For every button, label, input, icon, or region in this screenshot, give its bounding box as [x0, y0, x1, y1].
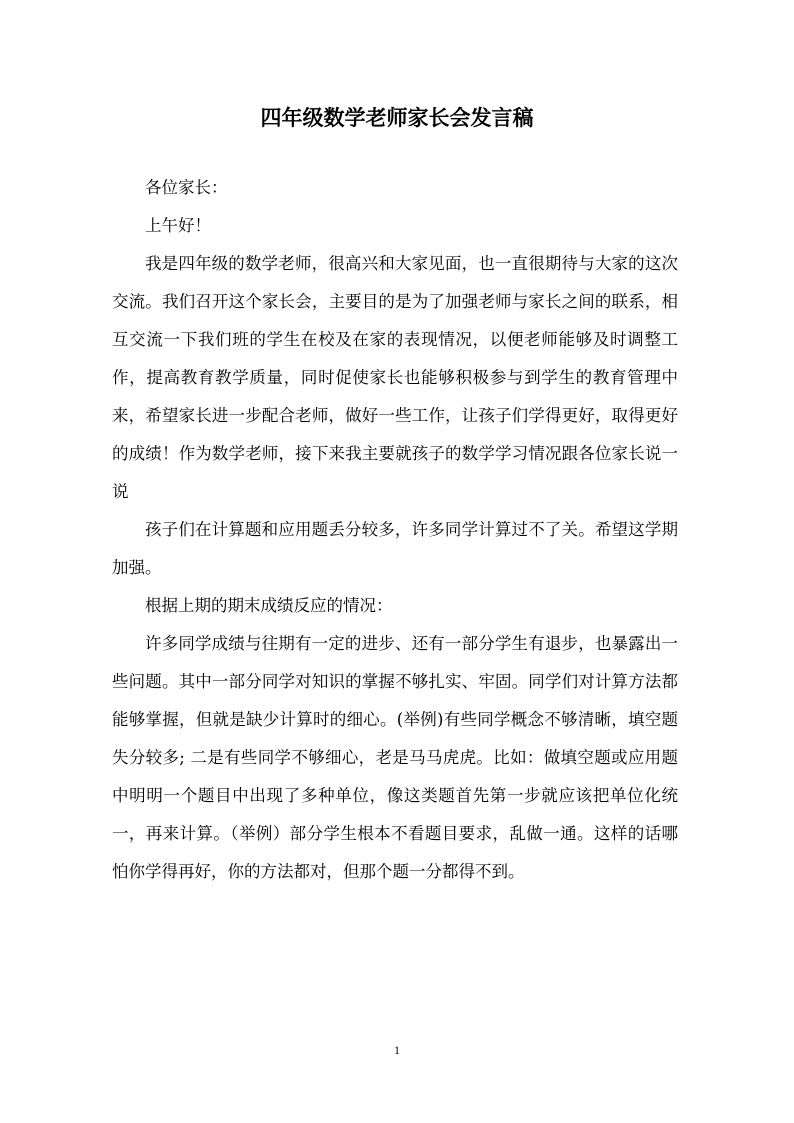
exam-results-heading-paragraph: 根据上期的期末成绩反应的情况： [145, 596, 393, 615]
document-body [112, 169, 678, 891]
page-number: 1 [394, 1043, 400, 1057]
greeting-paragraph: 上午好！ [145, 216, 211, 235]
salutation-paragraph: 各位家长： [145, 178, 228, 197]
document-title: 四年级数学老师家长会发言稿 [260, 105, 534, 130]
problems-analysis-paragraph: 许多同学成绩与往期有一定的进步、还有一部分学生有退步，也暴露出一些问题。其中一部分同学对知识的掌握不够扎实、牢固。同学们对计算方法都能够掌握，但就是缺少计算时的细心。(举例)有些同学概念不够清晰，填空题失分较多; 二是有些同学不够细心，老是马马虎虎。比如：做填空题或应用题中明明一个题目中出现了多种单位，像这类题首先第一步就应该把单位化统一，再来计算。（举例）部分学生根本不看题目要求，乱做一通。这样的话哪怕你学得再好，你的方法都对，但那个题一分都得不到。 [112, 634, 678, 881]
introduction-paragraph: 我是四年级的数学老师，很高兴和大家见面，也一直很期待与大家的这次交流。我们召开这个家长会，主要目的是为了加强老师与家长之间的联系，相互交流一下我们班的学生在校及在家的表现情况，以便老师能够及时调整工作，提高教育教学质量，同时促使家长也能够积极参与到学生的教育管理中来，希望家长进一步配合老师，做好一些工作，让孩子们学得更好，取得更好的成绩！作为数学老师，接下来我主要就孩子的数学学习情况跟各位家长说一说 [112, 254, 678, 501]
calculation-issue-paragraph: 孩子们在计算题和应用题丢分较多，许多同学计算过不了关。希望这学期加强。 [112, 520, 678, 577]
